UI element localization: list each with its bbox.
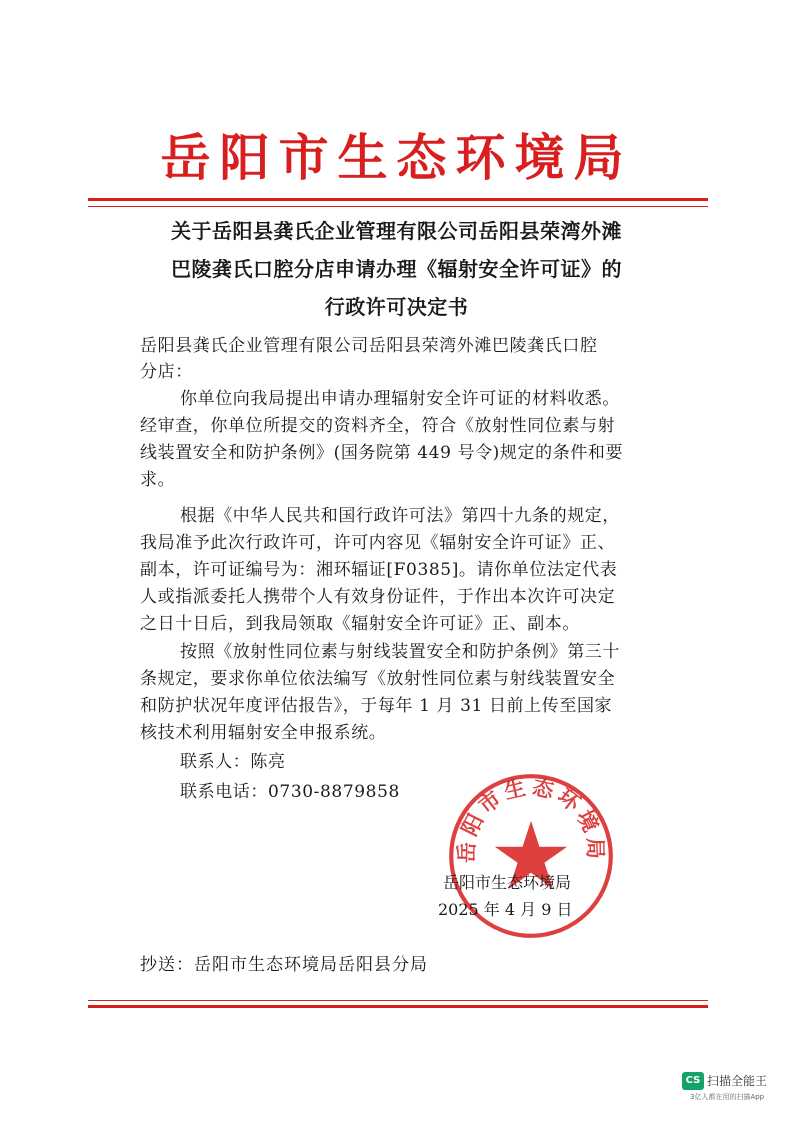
body-line: 经审查，你单位所提交的资料齐全，符合《放射性同位素与射: [140, 416, 616, 436]
body-line: 条规定，要求你单位依法编写《放射性同位素与射线装置安全: [140, 669, 616, 689]
seal-text: 岳阳市生态环境局: [453, 773, 609, 864]
body-line: 你单位向我局提出申请办理辐射安全许可证的材料收悉。: [180, 389, 620, 409]
document-title-line-1: 关于岳阳县龚氏企业管理有限公司岳阳县荣湾外滩: [171, 219, 622, 243]
contact-phone: 联系电话：0730-8879858: [180, 782, 400, 802]
body-line: 按照《放射性同位素与射线装置安全和防护条例》第三十: [180, 642, 620, 662]
body-line: 根据《中华人民共和国行政许可法》第四十九条的规定，: [180, 506, 620, 526]
signature-date: 2025 年 4 月 9 日: [438, 900, 573, 919]
scanner-logo-icon: CS: [682, 1072, 704, 1090]
body-line: 分店：: [140, 362, 193, 382]
scanner-app-name: 扫描全能王: [707, 1074, 768, 1088]
agency-header: 岳阳市生态环境局: [160, 128, 633, 187]
body-line: 岳阳县龚氏企业管理有限公司岳阳县荣湾外滩巴陵龚氏口腔: [140, 336, 598, 356]
body-line: 之日十日后，到我局领取《辐射安全许可证》正、副本。: [140, 614, 580, 634]
document-title-line-2: 巴陵龚氏口腔分店申请办理《辐射安全许可证》的: [171, 257, 622, 281]
body-line: 和防护状况年度评估报告》，于每年 1 月 31 日前上传至国家: [140, 696, 613, 716]
footer-rule-thin: [88, 1000, 708, 1001]
body-line: 人或指派委托人携带个人有效身份证件，于作出本次许可决定: [140, 587, 616, 607]
contact-person: 联系人：陈亮: [180, 752, 286, 772]
header-rule-thin: [88, 206, 708, 207]
body-line: 核技术利用辐射安全申报系统。: [140, 723, 387, 743]
signature-org: 岳阳市生态环境局: [443, 873, 572, 892]
body-line: 我局准予此次行政许可，许可内容见《辐射安全许可证》正、: [140, 533, 616, 553]
body-line: 副本，许可证编号为：湘环辐证[F0385]。请你单位法定代表: [140, 560, 618, 580]
body-line: 求。: [140, 470, 176, 490]
document-title-line-3: 行政许可决定书: [324, 295, 469, 319]
header-rule-thick: [88, 198, 708, 201]
cc-recipient: 抄送：岳阳市生态环境局岳阳县分局: [140, 955, 428, 975]
body-line: 线装置安全和防护条例》(国务院第 449 号令)规定的条件和要: [140, 443, 624, 463]
footer-rule-thick: [88, 1005, 708, 1008]
scanner-watermark: [682, 1070, 767, 1090]
scanner-tagline: 3亿人都在用的扫描App: [690, 1093, 765, 1101]
